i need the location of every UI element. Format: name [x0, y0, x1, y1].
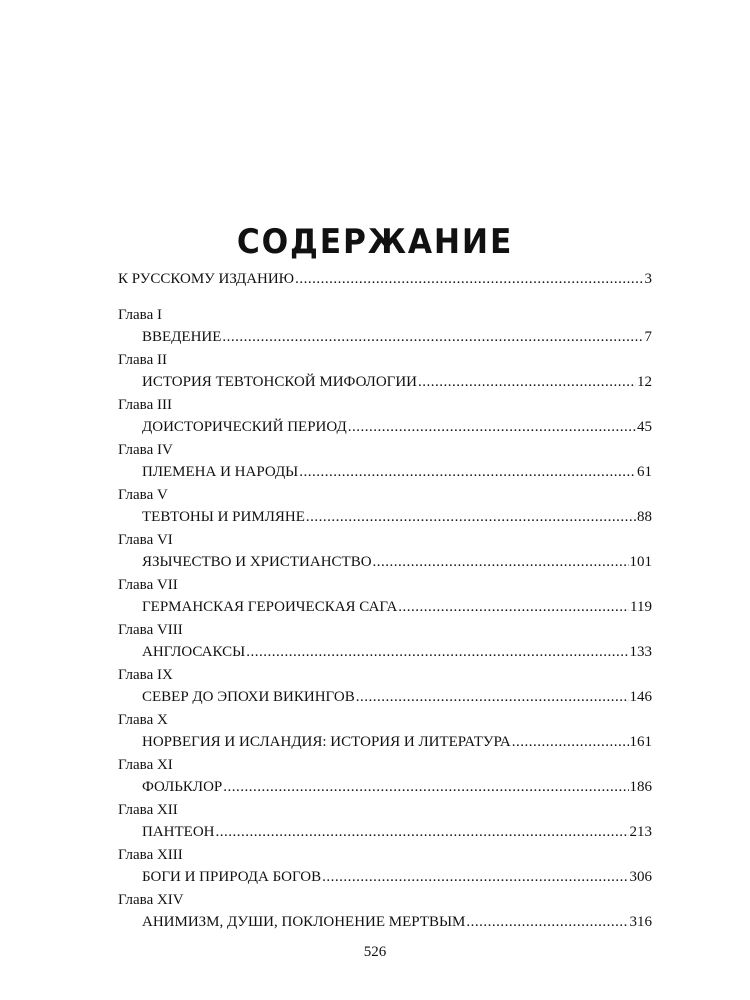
- toc-entry-title: ДОИСТОРИЧЕСКИЙ ПЕРИОД: [142, 419, 347, 435]
- toc-chapter-group: [118, 889, 652, 934]
- dot-leader: [373, 551, 629, 573]
- dot-leader: [306, 506, 636, 528]
- toc-entry-page: 3: [644, 271, 652, 287]
- toc-entry[interactable]: [118, 776, 652, 798]
- toc-chapter-group: [118, 619, 652, 664]
- toc-entry-title: ПЛЕМЕНА И НАРОДЫ: [142, 464, 299, 480]
- toc-entry-title: АНГЛОСАКСЫ: [142, 644, 246, 660]
- toc-entry-title: АНИМИЗМ, ДУШИ, ПОКЛОНЕНИЕ МЕРТВЫМ: [142, 914, 466, 930]
- toc-chapter-group: [118, 709, 652, 754]
- toc-entry[interactable]: [118, 461, 652, 483]
- toc-chapter-group: [118, 484, 652, 529]
- toc-entry-page: 306: [629, 869, 652, 885]
- toc-chapter-group: [118, 844, 652, 889]
- toc-entry[interactable]: [118, 551, 652, 573]
- chapter-label: Глава VIII: [118, 622, 183, 638]
- toc-entry[interactable]: [118, 866, 652, 888]
- toc-entry-page: 45: [637, 419, 652, 435]
- toc-entry-title: К РУССКОМУ ИЗДАНИЮ: [118, 271, 295, 287]
- toc-chapter-group: [118, 304, 652, 349]
- page-number: 526: [363, 944, 387, 960]
- dot-leader: [398, 596, 629, 618]
- toc-entry-title: ТЕВТОНЫ И РИМЛЯНЕ: [142, 509, 305, 525]
- toc-entry[interactable]: [118, 686, 652, 708]
- dot-leader: [216, 821, 629, 843]
- toc-entry-page: 161: [629, 734, 652, 750]
- toc-entry-page: 7: [644, 329, 652, 345]
- toc-entry[interactable]: [118, 326, 652, 348]
- toc-entry-page: 213: [629, 824, 652, 840]
- toc-chapter-group: [118, 574, 652, 619]
- chapter-label: Глава V: [118, 487, 168, 503]
- toc-entry-page: 101: [629, 554, 652, 570]
- toc-entry-page: 61: [637, 464, 652, 480]
- chapter-label: Глава IX: [118, 667, 173, 683]
- toc-entry[interactable]: [118, 506, 652, 528]
- toc-entry[interactable]: [118, 641, 652, 663]
- dot-leader: [222, 326, 643, 348]
- toc-entry-page: 12: [637, 374, 652, 390]
- toc-chapter-group: [118, 439, 652, 484]
- toc-entry-page: 316: [629, 914, 652, 930]
- toc-entry-title: БОГИ И ПРИРОДА БОГОВ: [142, 869, 322, 885]
- toc-entry-title: ИСТОРИЯ ТЕВТОНСКОЙ МИФОЛОГИИ: [142, 374, 418, 390]
- toc-entry[interactable]: [118, 731, 652, 753]
- dot-leader: [348, 416, 636, 438]
- toc-chapter-group: [118, 349, 652, 394]
- chapter-label: Глава X: [118, 712, 168, 728]
- dot-leader: [418, 371, 636, 393]
- toc-entry-title: ЯЗЫЧЕСТВО И ХРИСТИАНСТВО: [142, 554, 372, 570]
- dot-leader: [322, 866, 628, 888]
- toc-chapter-group: [118, 529, 652, 574]
- toc-entry-page: 88: [637, 509, 652, 525]
- toc-entry[interactable]: [118, 911, 652, 933]
- chapter-label: Глава VII: [118, 577, 178, 593]
- toc-entry-page: 119: [630, 599, 652, 615]
- toc-entry-page: 133: [629, 644, 652, 660]
- chapter-list: [118, 304, 652, 934]
- chapter-label: Глава XIII: [118, 847, 183, 863]
- toc-entry-page: 186: [629, 779, 652, 795]
- toc-entry-title: ПАНТЕОН: [142, 824, 215, 840]
- dot-leader: [356, 686, 629, 708]
- toc-entry-title: ГЕРМАНСКАЯ ГЕРОИЧЕСКАЯ САГА: [142, 599, 398, 615]
- dot-leader: [295, 268, 643, 290]
- chapter-label: Глава IV: [118, 442, 173, 458]
- toc-chapter-group: [118, 394, 652, 439]
- toc-entry-title: ФОЛЬКЛОР: [142, 779, 223, 795]
- chapter-label: Глава XII: [118, 802, 178, 818]
- table-of-contents: [118, 268, 652, 934]
- dot-leader: [246, 641, 628, 663]
- toc-entry-title: СЕВЕР ДО ЭПОХИ ВИКИНГОВ: [142, 689, 355, 705]
- dot-leader: [512, 731, 629, 753]
- dot-leader: [223, 776, 628, 798]
- dot-leader: [299, 461, 636, 483]
- chapter-label: Глава I: [118, 307, 162, 323]
- page-title: СОДЕРЖАНИЕ: [236, 222, 514, 262]
- chapter-label: Глава XI: [118, 757, 173, 773]
- toc-entry-title: ВВЕДЕНИЕ: [142, 329, 222, 345]
- toc-chapter-group: [118, 664, 652, 709]
- toc-entry[interactable]: [118, 416, 652, 438]
- chapter-label: Глава III: [118, 397, 172, 413]
- chapter-label: Глава VI: [118, 532, 173, 548]
- toc-chapter-group: [118, 799, 652, 844]
- toc-entry-title: НОРВЕГИЯ И ИСЛАНДИЯ: ИСТОРИЯ И ЛИТЕРАТУРА: [142, 734, 511, 750]
- toc-entry[interactable]: [118, 596, 652, 618]
- toc-chapter-group: [118, 754, 652, 799]
- chapter-label: Глава XIV: [118, 892, 184, 908]
- toc-entry-page: 146: [629, 689, 652, 705]
- toc-entry[interactable]: [118, 371, 652, 393]
- chapter-label: Глава II: [118, 352, 167, 368]
- dot-leader: [466, 911, 628, 933]
- toc-entry-intro[interactable]: [118, 268, 652, 290]
- toc-entry[interactable]: [118, 821, 652, 843]
